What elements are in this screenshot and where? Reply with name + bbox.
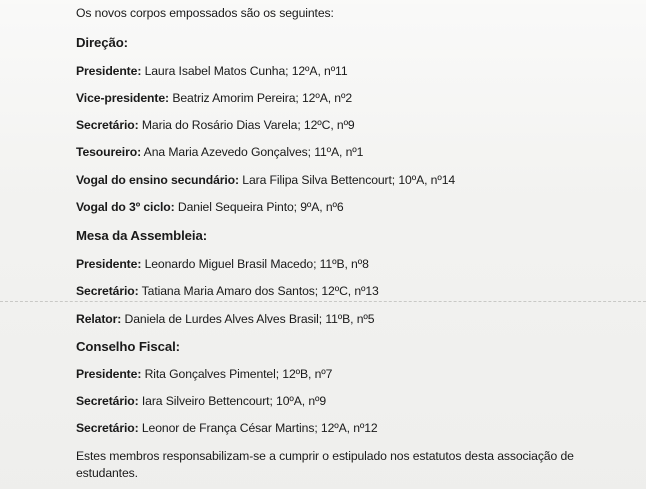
member-row: [76, 173, 455, 187]
member-row: [76, 118, 355, 132]
member-info: Maria do Rosário Dias Varela; 12ºC, nº9: [141, 118, 355, 132]
member-role: Secretário:: [76, 394, 139, 408]
member-info: Daniela de Lurdes Alves Alves Brasil; 11ºB, nº5: [124, 312, 375, 326]
member-info: Daniel Sequeira Pinto; 9ºA, nº6: [177, 200, 344, 214]
member-info: Ana Maria Azevedo Gonçalves; 11ºA, nº1: [143, 145, 364, 159]
intro-text: Os novos corpos empossados são os seguintes:: [76, 6, 334, 20]
member-row: [76, 145, 363, 159]
section-heading-conselho: Conselho Fiscal:: [76, 339, 180, 354]
member-role: Presidente:: [76, 367, 142, 381]
member-info: Leonardo Miguel Brasil Macedo; 11ºB, nº8: [144, 257, 369, 271]
member-role: Secretário:: [76, 118, 139, 132]
member-row: [76, 257, 369, 271]
member-row: [76, 284, 379, 298]
member-info: Beatriz Amorim Pereira; 12ºA, nº2: [172, 91, 352, 105]
member-info: Lara Filipa Silva Bettencourt; 10ºA, nº14: [242, 173, 456, 187]
member-role: Vogal do ensino secundário:: [76, 173, 239, 187]
member-row: [76, 367, 332, 381]
member-row: [76, 312, 374, 326]
member-info: Iara Silveiro Bettencourt; 10ºA, nº9: [141, 394, 327, 408]
page-fold-line: [0, 301, 646, 302]
member-info: Laura Isabel Matos Cunha; 12ºA, nº11: [144, 64, 348, 78]
section-heading-direcao: Direção:: [76, 35, 128, 50]
member-info: Leonor de França César Martins; 12ºA, nº12: [141, 421, 378, 435]
member-row: [76, 421, 378, 435]
member-role: Presidente:: [76, 64, 142, 78]
member-row: [76, 394, 326, 408]
closing-statement: Estes membros responsabilizam-se a cumprir o estipulado nos estatutos desta associação de estudantes.: [76, 449, 574, 480]
member-info: Tatiana Maria Amaro dos Santos; 12ºC, nº13: [141, 284, 379, 298]
member-role: Presidente:: [76, 257, 142, 271]
member-row: [76, 200, 344, 214]
member-role: Vice-presidente:: [76, 91, 170, 105]
member-role: Tesoureiro:: [76, 145, 142, 159]
member-row: [76, 64, 348, 78]
section-heading-mesa: Mesa da Assembleia:: [76, 228, 208, 243]
member-role: Relator:: [76, 312, 122, 326]
member-role: Secretário:: [76, 421, 139, 435]
member-role: Secretário:: [76, 284, 139, 298]
member-info: Rita Gonçalves Pimentel; 12ºB, nº7: [144, 367, 333, 381]
member-row: [76, 91, 352, 105]
member-role: Vogal do 3º ciclo:: [76, 200, 175, 214]
